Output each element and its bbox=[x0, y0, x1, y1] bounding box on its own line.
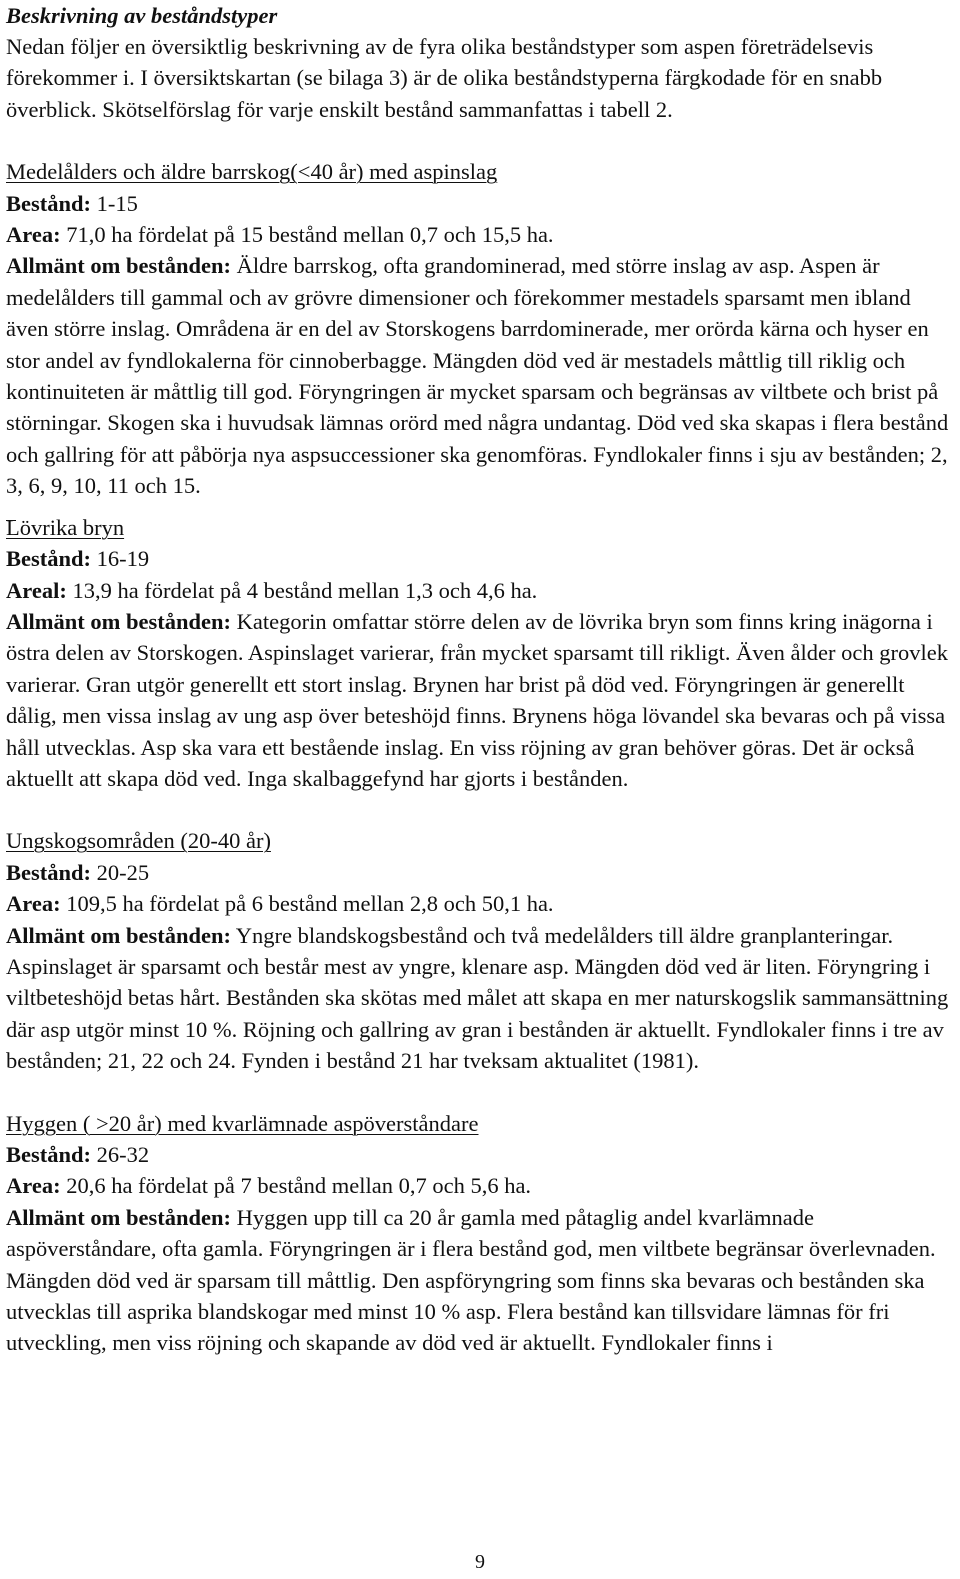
area-value: 20,6 ha fördelat på 7 bestånd mellan 0,7 och 5,6 ha. bbox=[60, 1173, 532, 1199]
document-heading: Beskrivning av beståndstyper bbox=[6, 3, 278, 28]
area-label: Areal: bbox=[6, 577, 67, 603]
stand-label: Bestånd: bbox=[6, 546, 92, 572]
stand-label: Bestånd: bbox=[6, 859, 92, 885]
stand-line bbox=[6, 188, 954, 219]
area-value: 13,9 ha fördelat på 4 bestånd mellan 1,3 och 4,6 ha. bbox=[66, 577, 538, 603]
general-paragraph bbox=[6, 920, 954, 1077]
section-lovrika-bryn bbox=[6, 512, 954, 795]
area-label: Area: bbox=[6, 222, 61, 248]
stand-line bbox=[6, 857, 954, 888]
area-line bbox=[6, 888, 954, 919]
stand-value: 26-32 bbox=[91, 1142, 150, 1167]
stand-value: 1-15 bbox=[91, 190, 138, 216]
section-title: Hyggen ( >20 år) med kvarlämnade aspöverståndare bbox=[6, 1110, 479, 1136]
area-line bbox=[6, 575, 954, 606]
stand-line bbox=[6, 543, 954, 574]
general-text: Hyggen upp till ca 20 år gamla med påtaglig andel kvarlämnade aspöverståndare, ofta gamla. Föryngringen är i flera bestånd god, men viltbete begränsar överlevnaden. Mängden död ved är sparsam till måttlig. Den aspföryngring som finns ska bevaras och bestånden ska utvecklas till asprika blandskogar med minst 10 % asp. Flera bestånd kan tillsvidare lämnas för fri utveckling, men viss röjning och skapande av död ved är aktuellt. Fyndlokaler finns i bbox=[6, 1204, 936, 1356]
section-ungskogsomraden bbox=[6, 825, 954, 1076]
section-title: Medelålders och äldre barrskog(<40 år) med aspinslag bbox=[6, 159, 498, 185]
general-label: Allmänt om bestånden: bbox=[6, 253, 232, 279]
general-text: Kategorin omfattar större delen av de lövrika bryn som finns kring inägorna i östra delen av Storskogen. Aspinslaget varierar, från mycket sparsamt till rikligt. Även ålder och grovlek varierar. Gran utgör generellt ett stort inslag. Brynen har brist på död ved. Föryngringen är generellt dålig, men vissa inslag av ung asp över beteshöjd finns. Brynens höga lövandel ska bevaras och på vissa håll utvecklas. Asp ska vara ett bestående inslag. En viss röjning av gran behöver göras. Det är också aktuellt att skapa död ved. Inga skalbaggefynd har gjorts i bestånden. bbox=[6, 608, 948, 791]
area-value: 71,0 ha fördelat på 15 bestånd mellan 0,7 och 15,5 ha. bbox=[60, 222, 554, 248]
document-page bbox=[6, 0, 954, 1359]
stand-value: 20-25 bbox=[91, 859, 150, 885]
section-hyggen bbox=[6, 1108, 954, 1359]
general-label: Allmänt om bestånden: bbox=[6, 608, 232, 634]
general-label: Allmänt om bestånden: bbox=[6, 922, 232, 948]
general-text: Äldre barrskog, ofta grandominerad, med större inslag av asp. Aspen är medelålders till gammal och av grövre dimensioner och förekommer mestadels sparsamt men ibland även större inslag. Områdena är en del av Storskogens barrdominerade, mer orörda kärna och hyser en stor andel av fyndlokalerna för cinnoberbagge. Mängden död ved är mestadels måttlig till riklig och kontinuiteten är måttlig till god. Föryngringen är mycket sparsam och begränsas av viltbete och brist på störningar. Skogen ska i huvudsak lämnas orörd med några undantag. Död ved ska skapas i flera bestånd och gallring för att påbörja nya aspsuccessioner ska genomföras. Fyndlokaler finns i sju av bestånden; 2, 3, 6, 9, 10, 11 och 15. bbox=[6, 253, 949, 499]
stand-line bbox=[6, 1139, 954, 1170]
stand-label: Bestånd: bbox=[6, 1142, 92, 1167]
general-paragraph bbox=[6, 1202, 954, 1359]
stand-label: Bestånd: bbox=[6, 190, 92, 216]
general-label: Allmänt om bestånden: bbox=[6, 1204, 232, 1230]
general-text: Yngre blandskogsbestånd och två medelålders till äldre granplanteringar. Aspinslaget är sparsamt och består mest av yngre, klenare asp. Mängden död ved är liten. Föryngring i viltbeteshöjd betas hårt. Bestånden ska skötas med målet att skapa en mer naturskogslik sammansättning där asp utgör minst 10 %. Röjning och gallring av gran i bestånden är aktuellt. Fyndlokaler finns i tre av bestånden; 21, 22 och 24. Fynden i bestånd 21 har tveksam aktualitet (1981). bbox=[6, 922, 949, 1074]
intro-paragraph: Nedan följer en översiktlig beskrivning av de fyra olika beståndstyper som aspen företrädelsevis förekommer i. I översiktskartan (se bilaga 3) är de olika beståndstyperna färgkodade för en snabb överblick. Skötselförslag för varje enskilt bestånd sammanfattas i tabell 2. bbox=[6, 34, 883, 122]
stand-value: 16-19 bbox=[91, 546, 150, 572]
area-line bbox=[6, 219, 954, 250]
area-value: 109,5 ha fördelat på 6 bestånd mellan 2,8 och 50,1 ha. bbox=[60, 891, 554, 917]
section-title: Lövrika bryn bbox=[6, 514, 125, 540]
area-label: Area: bbox=[6, 891, 61, 917]
area-label: Area: bbox=[6, 1173, 61, 1199]
section-title: Ungskogsområden (20-40 år) bbox=[6, 828, 271, 854]
section-medelalders-barrskog bbox=[6, 156, 954, 501]
general-paragraph bbox=[6, 250, 954, 501]
general-paragraph bbox=[6, 606, 954, 794]
page-number: 9 bbox=[475, 1551, 485, 1573]
area-line bbox=[6, 1170, 954, 1201]
